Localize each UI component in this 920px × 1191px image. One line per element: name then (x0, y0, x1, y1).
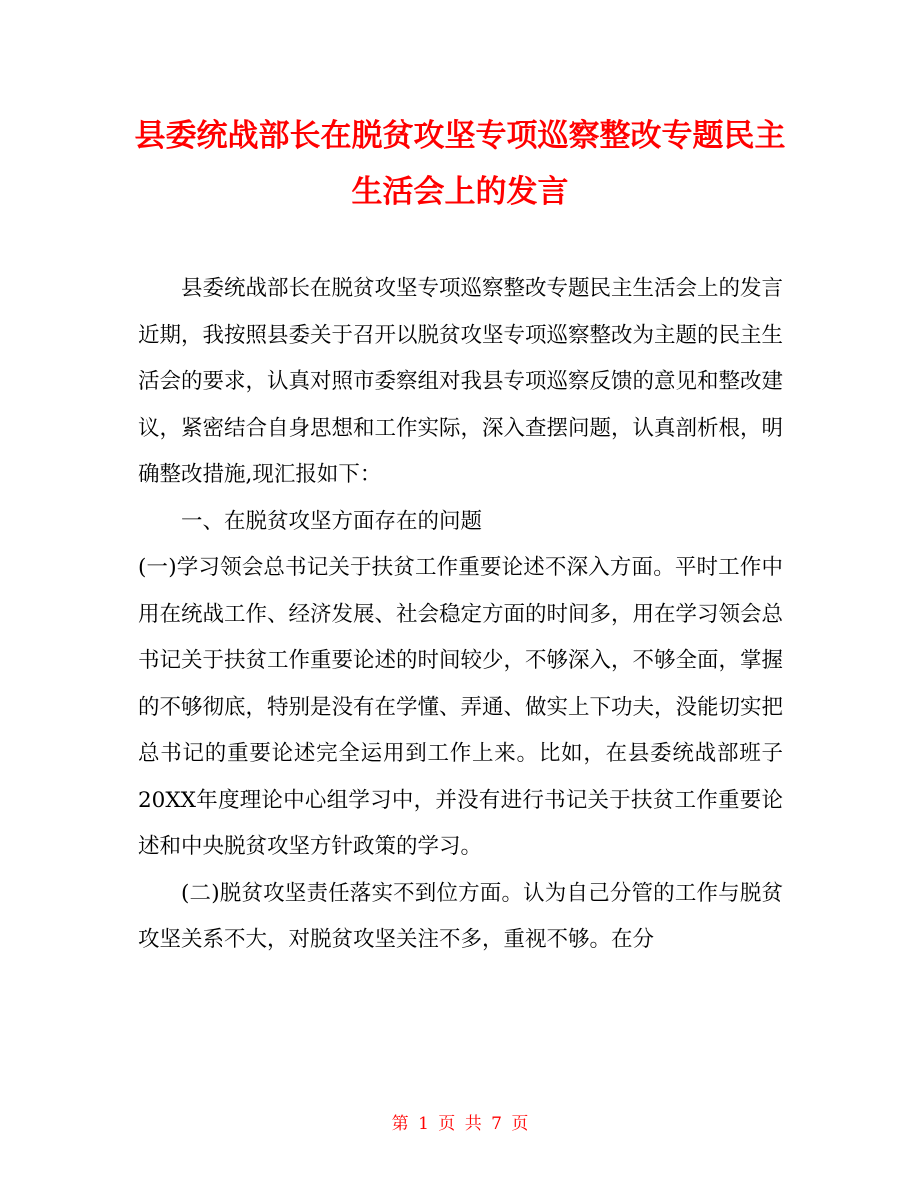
page-number-footer: 第 1 页 共 7 页 (391, 1114, 529, 1134)
paragraph-intro: 近期，我按照县委关于召开以脱贫攻坚专项巡察整改为主题的民主生活会的要求，认真对照市委察组对我县专项巡察反馈的意见和整改建议，紧密结合自身思想和工作实际，深入查摆问题，认真剖析根，明确整改措施,现汇报如下： (138, 322, 784, 487)
paragraph-item-1: (一)学习领会总书记关于扶贫工作重要论述不深入方面。平时工作中用在统战工作、经济发展、社会稳定方面的时间多，用在学习领会总书记关于扶贫工作重要论述的时间较少，不够深入，不够全面，掌握的不够彻底，特别是没有在学懂、弄通、做实上下功夫，没能切实把总书记的重要论述完全运用到工作上来。比如，在县委统战部班子20XX年度理论中心组学习中，并没有进行书记关于扶贫工作重要论述和中央脱贫攻坚方针政策的学习。 (138, 555, 784, 859)
document-body (138, 266, 783, 964)
paragraph-heading-repeat: 县委统战部长在脱贫攻坚专项巡察整改专题民主生活会上的发言 (181, 276, 784, 301)
paragraph-item-2: (二)脱贫攻坚责任落实不到位方面。认为自己分管的工作与脱贫攻坚关系不大，对脱贫攻坚关注不多，重视不够。在分 (138, 880, 783, 952)
section-heading: 一、在脱贫攻坚方面存在的问题 (181, 508, 483, 534)
document-title: 县委统战部长在脱贫攻坚专项巡察整改专题民主生活会上的发言 (134, 118, 786, 210)
